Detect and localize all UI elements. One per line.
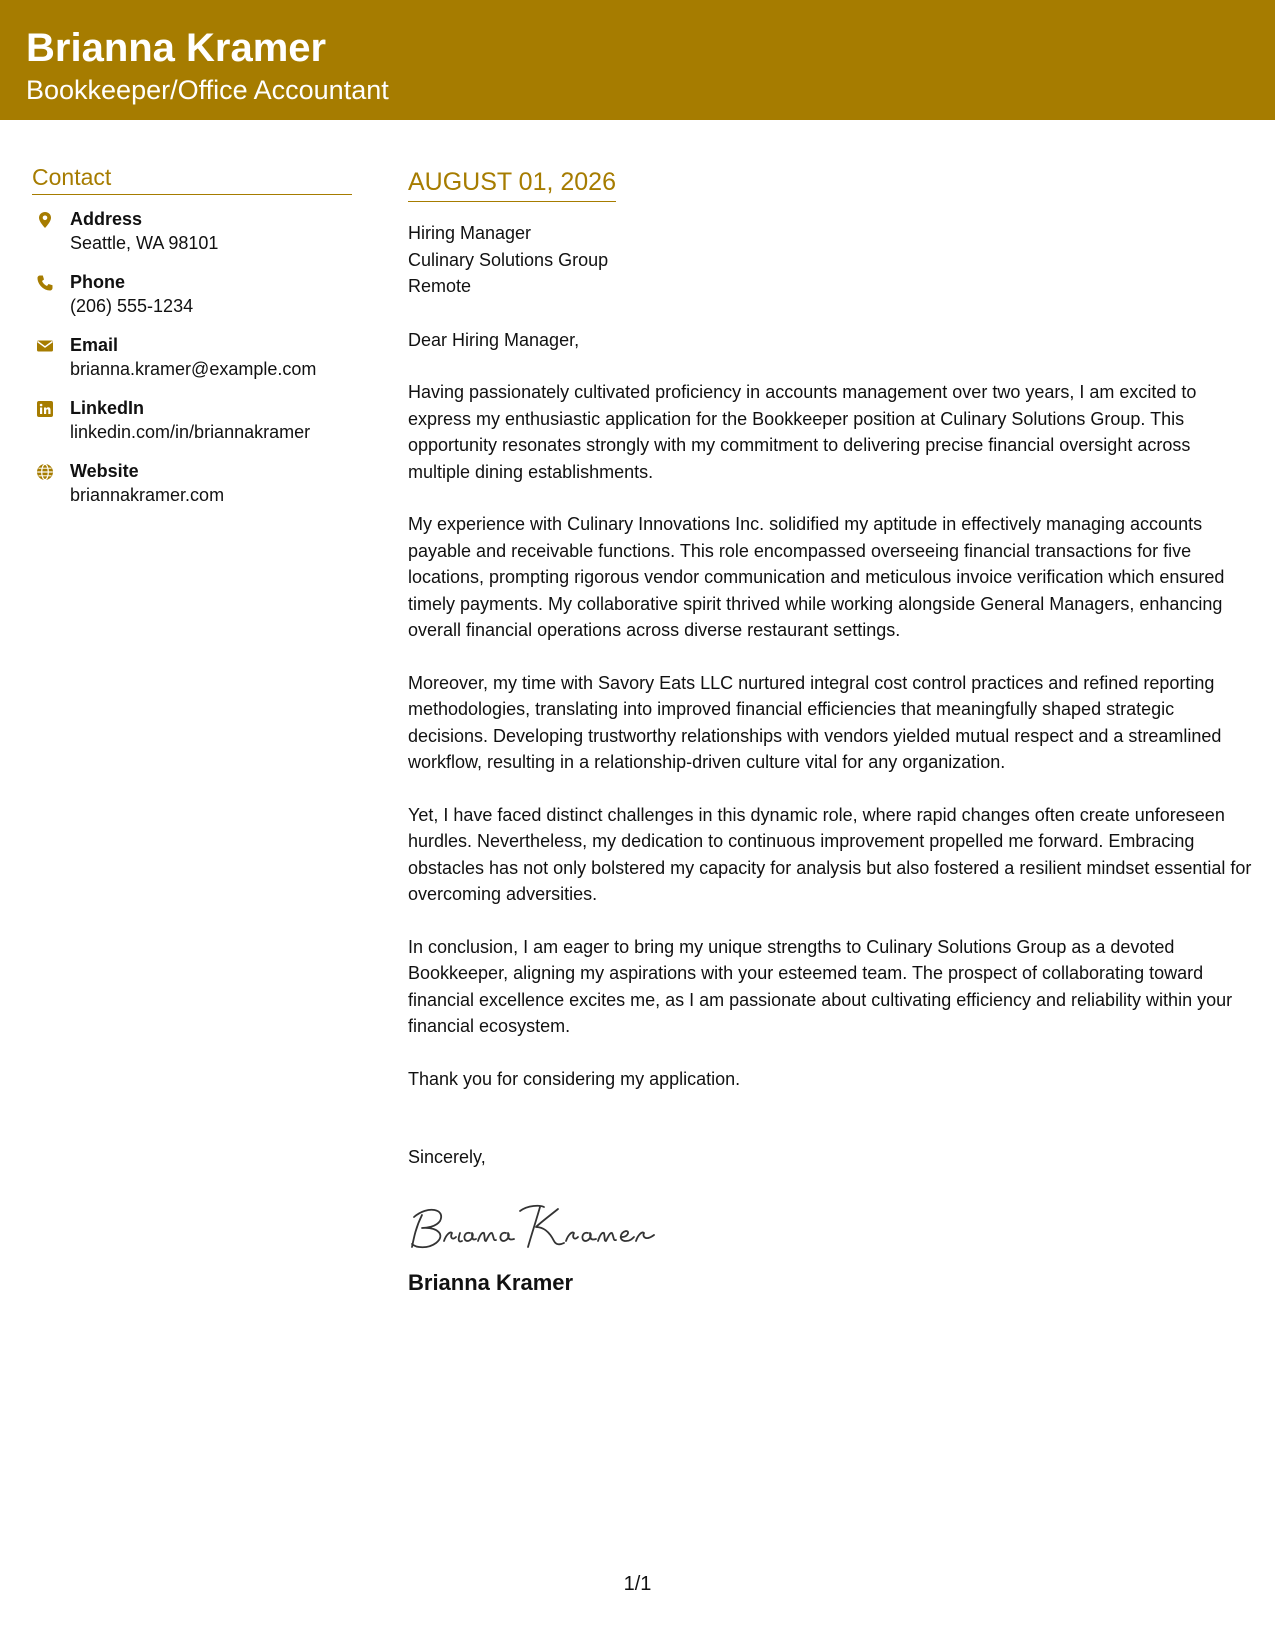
paragraph: Moreover, my time with Savory Eats LLC nurtured integral cost control practices and refined reporting methodologies, translating into improved financial efficiencies that meaningfully shaped strategic decisions. Developing trustworthy relationships with vendors yielded mutual respect and a streamlined workflow, resulting in a relationship-driven culture vital for any organization. [408,672,1222,772]
contact-item-website [32,459,352,522]
contact-section-title: Contact [32,162,352,195]
recipient-company: Culinary Solutions Group [408,249,609,270]
letter-date: AUGUST 01, 2026 [408,166,616,202]
website-value[interactable]: briannakramer.com [70,485,225,505]
linkedin-icon [36,400,54,418]
applicant-title: Bookkeeper/Office Accountant [26,75,389,105]
linkedin-label: LinkedIn [70,398,145,418]
page-number: 1/1 [623,1573,652,1595]
signer-name: Brianna Kramer [408,1269,574,1295]
applicant-name: Brianna Kramer [26,26,327,70]
contact-item-email [32,333,352,396]
website-label: Website [70,461,139,481]
recipient-location: Remote [408,276,472,296]
contact-item-phone [32,270,352,333]
greeting: Dear Hiring Manager, [408,329,580,350]
paragraph: Having passionately cultivated proficiency in accounts management over two years, I am excited to express my enthusiastic application for the Bookkeeper position at Culinary Solutions Group. This opportunity resonates strongly with my commitment to delivering precise financial oversight across multiple dining establishments. [408,382,1197,482]
email-value[interactable]: brianna.kramer@example.com [70,359,317,379]
phone-icon [36,274,54,292]
handwritten-signature [408,1197,1254,1255]
globe-icon [36,463,54,481]
address-label: Address [70,209,143,229]
recipient-block [408,220,1254,300]
linkedin-value[interactable]: linkedin.com/in/briannakramer [70,422,311,442]
contact-item-linkedin [32,396,352,459]
paragraph: My experience with Culinary Innovations Inc. solidified my aptitude in effectively managing accounts payable and receivable functions. This role encompassed overseeing financial transactions for five locations, prompting rigorous vendor communication and meticulous invoice verification which ensured timely payments. My collaborative spirit thrived while working alongside General Managers, enhancing overall financial operations across diverse restaurant settings. [408,514,1225,640]
paragraph: Thank you for considering my application. [408,1068,741,1089]
phone-value: (206) 555-1234 [70,296,194,316]
recipient-name: Hiring Manager [408,223,532,243]
closing: Sincerely, [408,1147,486,1167]
header-banner [0,0,1275,120]
email-label: Email [70,335,119,355]
paragraph: Yet, I have faced distinct challenges in this dynamic role, where rapid changes often create unforeseen hurdles. Nevertheless, my dedication to continuous improvement propelled me forward. Embracing obstacles has not only bolstered my capacity for analysis but also fostered a resilient mindset essential for overcoming adversities. [408,804,1252,904]
letter-body [408,166,1254,1297]
paragraph: In conclusion, I am eager to bring my unique strengths to Culinary Solutions Group as a devoted Bookkeeper, aligning my aspirations with your esteemed team. The prospect of collaborating toward financial excellence excites me, as I am passionate about cultivating efficiency and reliability within your financial ecosystem. [408,936,1233,1036]
address-value: Seattle, WA 98101 [70,233,219,253]
map-pin-icon [36,211,54,229]
phone-label: Phone [70,272,126,292]
contact-item-address [32,207,352,270]
contact-sidebar [32,162,352,522]
envelope-icon [36,337,54,355]
